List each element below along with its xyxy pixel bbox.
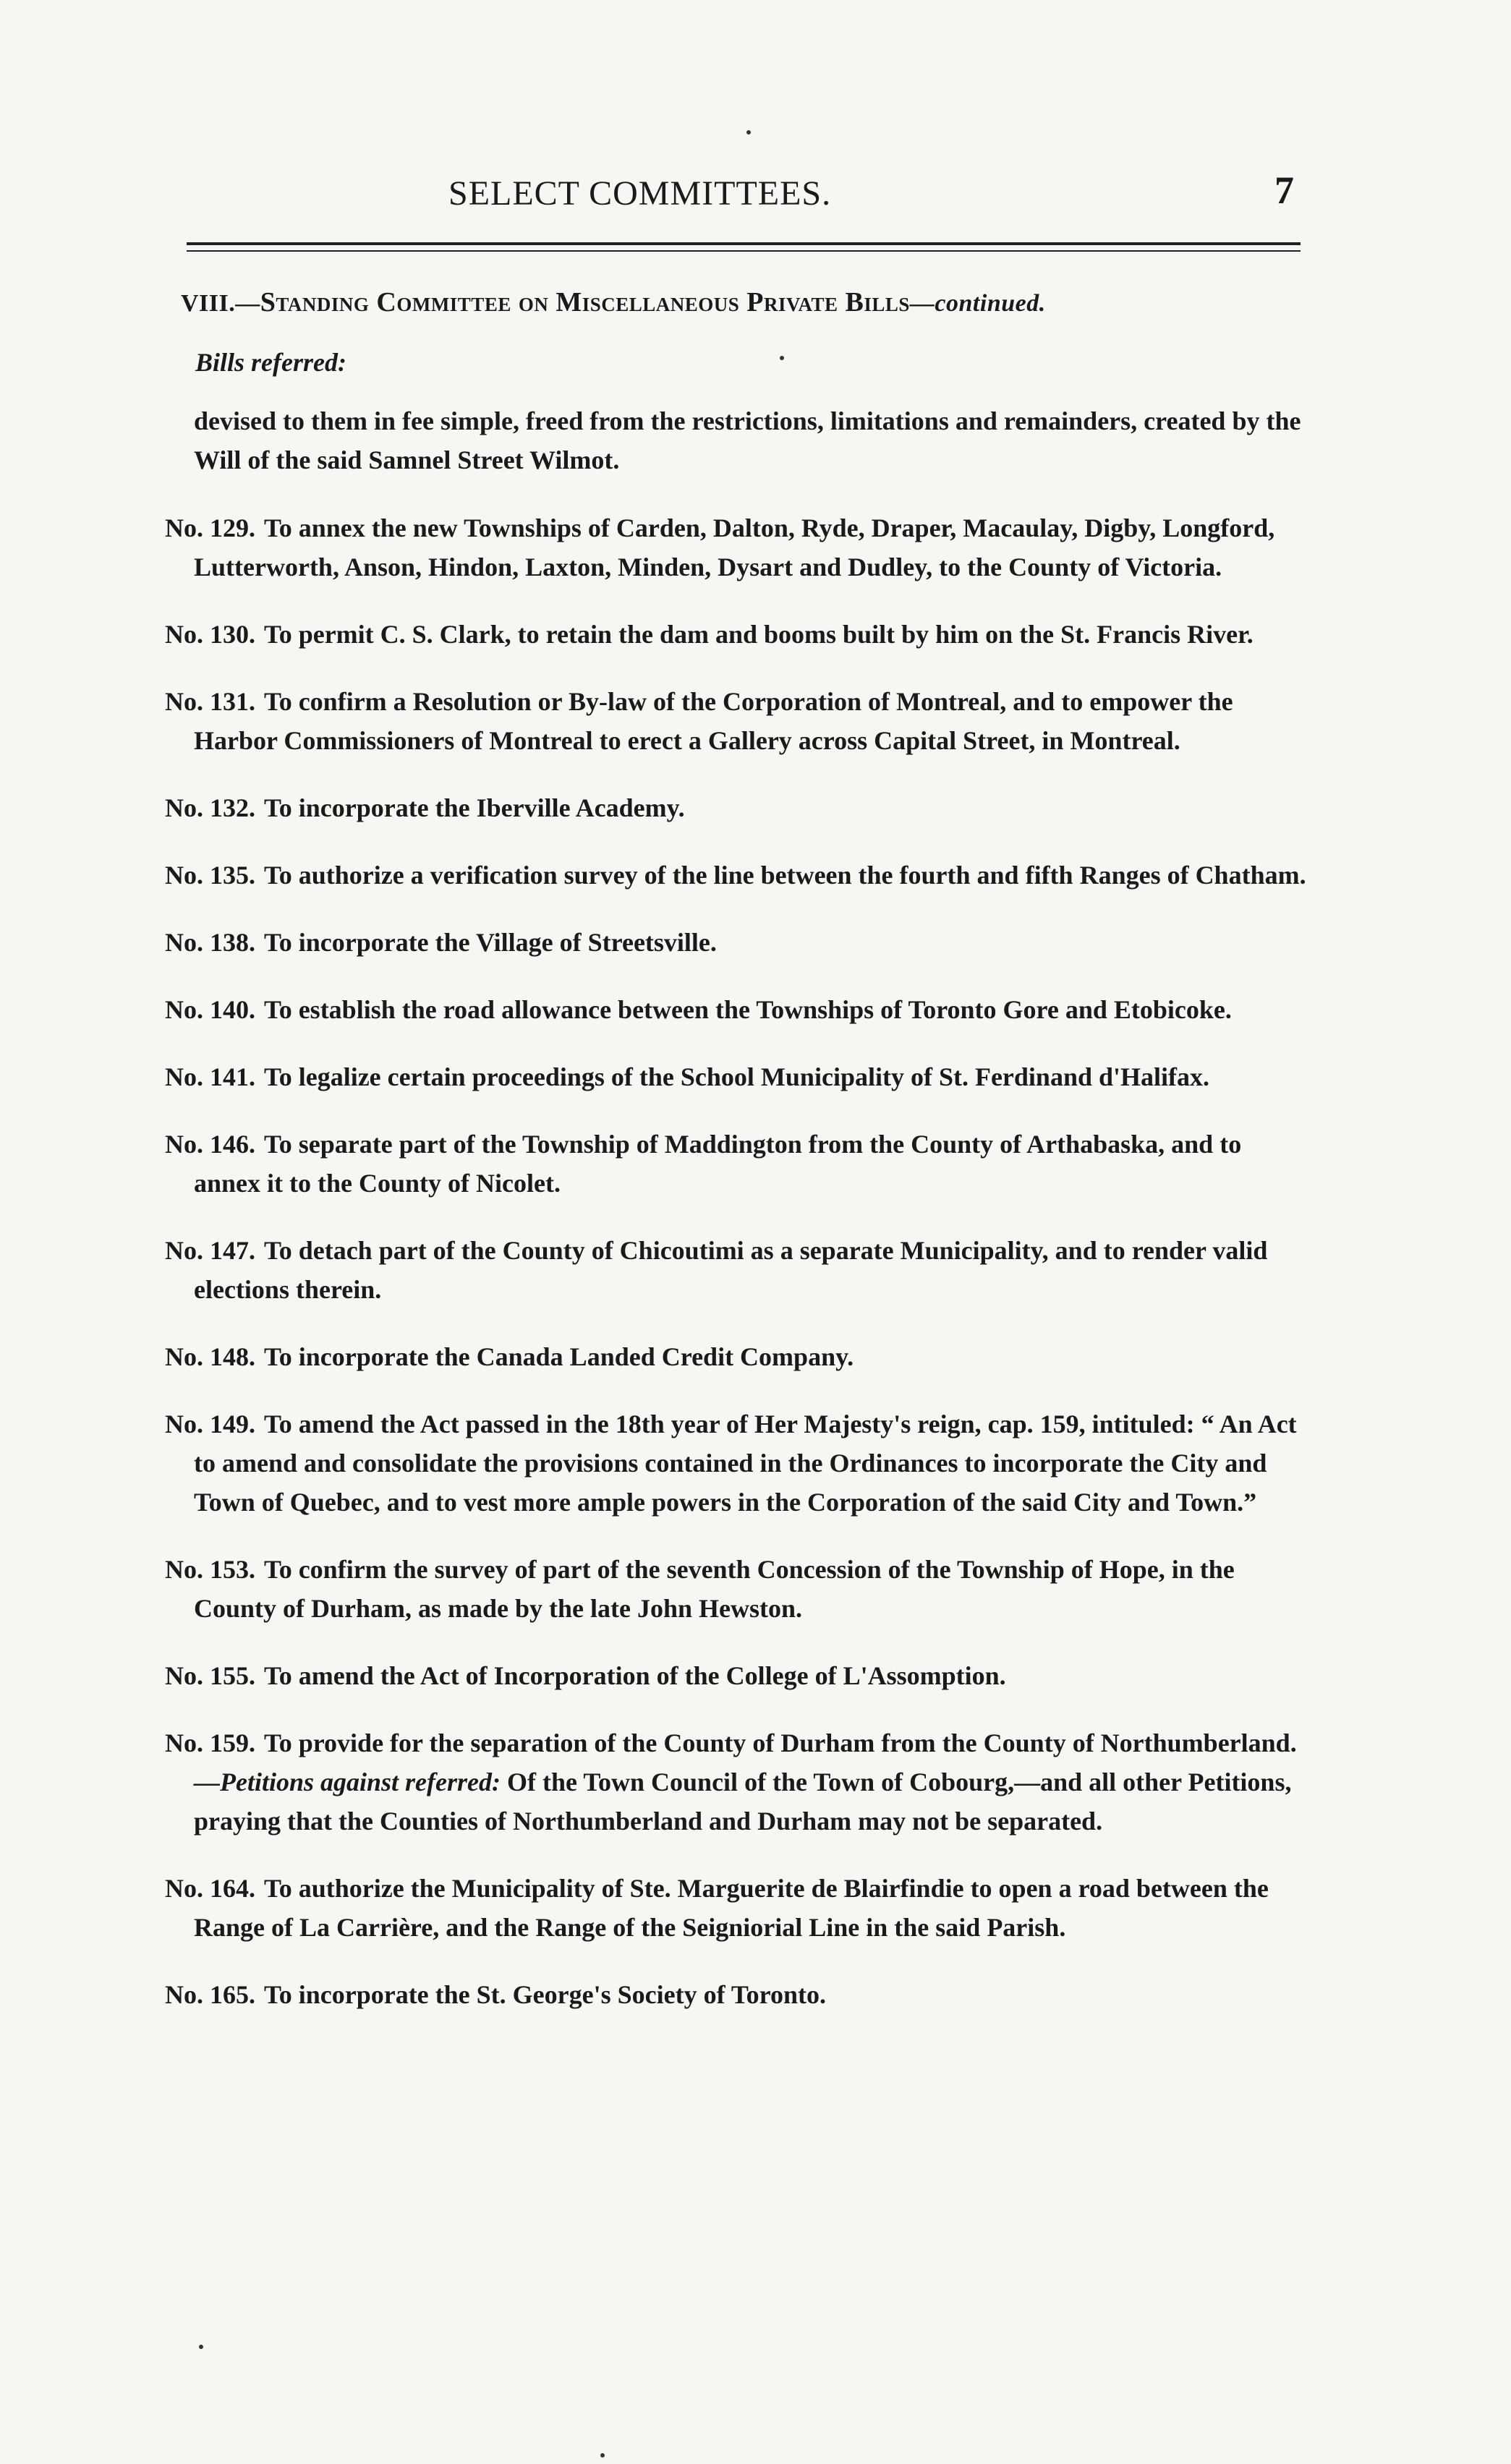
bill-number: No. 146. — [165, 1130, 255, 1159]
running-header-title: SELECT COMMITTEES. — [448, 174, 832, 213]
bill-entry — [165, 1550, 1308, 1628]
bill-entry — [165, 923, 1308, 962]
bill-description: To amend the Act of Incorporation of the College of L'Assomption. — [264, 1661, 1006, 1690]
bill-entry — [165, 1337, 1308, 1376]
bill-entry — [165, 1125, 1308, 1203]
page-number: 7 — [1274, 169, 1294, 212]
bill-entry — [165, 682, 1308, 760]
bill-description: To amend the Act passed in the 18th year of Her Majesty's reign, cap. 159, intituled: “ An Act to amend and consolidate the provisions contained in the Ordinances to incorporate the City and Town of Quebec, and to vest more ample powers in the Corporation of the said City and Town.” — [194, 1410, 1297, 1517]
section-heading — [181, 286, 1046, 318]
bill-description: To legalize certain proceedings of the School Municipality of St. Ferdinand d'Halifax. — [264, 1062, 1210, 1091]
bill-description: To authorize a verification survey of the line between the fourth and fifth Ranges of Chatham. — [264, 861, 1306, 890]
bill-entry — [165, 1656, 1308, 1695]
bill-entry — [165, 1231, 1308, 1309]
bill-number: No. 149. — [165, 1410, 255, 1438]
bill-description: To authorize the Municipality of Ste. Marguerite de Blairfindie to open a road between the Range of La Carrière, and the Range of the Seigniorial Line in the said Parish. — [194, 1874, 1269, 1942]
bill-description: To confirm a Resolution or By-law of the Corporation of Montreal, and to empower the Harbor Commissioners of Montreal to erect a Gallery across Capital Street, in Montreal. — [194, 687, 1233, 755]
bill-description: To establish the road allowance between the Townships of Toronto Gore and Etobicoke. — [264, 995, 1232, 1024]
bill-entry — [165, 508, 1308, 587]
bill-number: No. 131. — [165, 687, 255, 716]
bill-description: To detach part of the County of Chicoutimi as a separate Municipality, and to render valid elections therein. — [194, 1236, 1268, 1304]
bill-description: To incorporate the Canada Landed Credit Company. — [264, 1342, 854, 1371]
bill-entry — [165, 856, 1308, 895]
bill-list — [165, 401, 1308, 2042]
bill-number: No. 140. — [165, 995, 255, 1024]
bill-number: No. 148. — [165, 1342, 255, 1371]
bill-description: To confirm the survey of part of the seventh Concession of the Township of Hope, in the County of Durham, as made by the late John Hewston. — [194, 1555, 1235, 1623]
bill-number: No. 129. — [165, 513, 255, 542]
bill-description: To annex the new Townships of Carden, Dalton, Ryde, Draper, Macaulay, Digby, Longford, Lutterworth, Anson, Hindon, Laxton, Minden, Dysart and Dudley, to the County of Victoria. — [194, 513, 1275, 581]
bill-entry — [165, 990, 1308, 1029]
bills-referred-subheading: Bills referred: — [195, 348, 346, 377]
bill-number: No. 155. — [165, 1661, 255, 1690]
bill-number: No. 132. — [165, 793, 255, 822]
bills-container — [165, 508, 1308, 2014]
continuation-paragraph: devised to them in fee simple, freed from the restrictions, limitations and remainders, created by the Will of the said Samnel Street Wilmot. — [194, 406, 1301, 474]
bill-number: No. 141. — [165, 1062, 255, 1091]
bill-entry — [165, 1975, 1308, 2014]
bill-number: No. 159. — [165, 1728, 255, 1757]
bill-entry — [165, 615, 1308, 654]
section-continued-label: —continued. — [909, 290, 1046, 317]
bill-number: No. 165. — [165, 1980, 255, 2009]
bill-number: No. 147. — [165, 1236, 255, 1265]
bill-entry — [165, 1057, 1308, 1096]
bill-number: No. 135. — [165, 861, 255, 890]
section-numeral: VIII.— — [181, 290, 260, 317]
bill-description: To incorporate the St. George's Society of Toronto. — [264, 1980, 826, 2009]
bill-description: To separate part of the Township of Maddington from the County of Arthabaska, and to annex it to the County of Nicolet. — [194, 1130, 1242, 1198]
bill-description: To provide for the separation of the County of Durham from the County of Northumberland. — [264, 1728, 1297, 1757]
bill-entry — [165, 1404, 1308, 1522]
bill-description: To incorporate the Iberville Academy. — [264, 793, 685, 822]
bill-number: No. 138. — [165, 928, 255, 957]
header-rule-thin — [187, 250, 1301, 252]
scan-speck — [600, 2453, 605, 2457]
scan-speck — [746, 130, 751, 135]
petitions-referred-label: —Petitions against referred: — [194, 1768, 501, 1796]
scan-speck — [199, 2345, 203, 2349]
petitions-description: Of the Town Council of the Town of Cobourg,—and all other Petitions, praying that the Counties of Northumberland and Durham may not be separated. — [194, 1768, 1292, 1836]
bill-number: No. 153. — [165, 1555, 255, 1584]
scan-speck — [780, 356, 784, 360]
bill-number: No. 130. — [165, 620, 255, 649]
bill-description: To incorporate the Village of Streetsville. — [264, 928, 717, 957]
bill-entry — [165, 1723, 1308, 1841]
bill-description: To permit C. S. Clark, to retain the dam and booms built by him on the St. Francis River. — [264, 620, 1254, 649]
bill-entry — [165, 1869, 1308, 1947]
bill-number: No. 164. — [165, 1874, 255, 1903]
header-rule-thick — [187, 242, 1301, 245]
bill-entry — [165, 788, 1308, 827]
section-heading-title: Standing Committee on Miscellaneous Private Bills — [260, 287, 910, 317]
